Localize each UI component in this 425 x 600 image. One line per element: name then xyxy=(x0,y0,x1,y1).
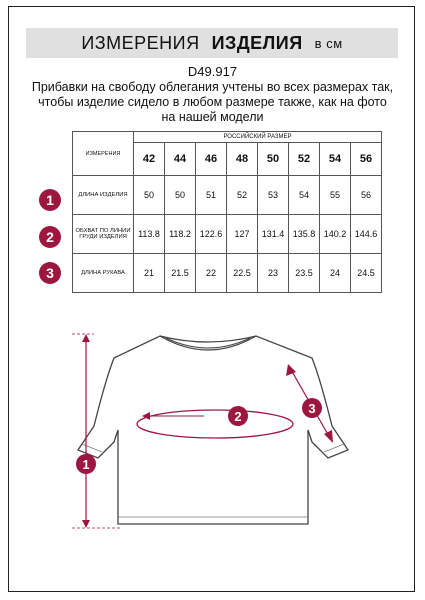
table-cell: 56 xyxy=(351,176,382,215)
header-word-units: в см xyxy=(314,35,343,51)
table-cell: 50 xyxy=(165,176,196,215)
size-header: 52 xyxy=(289,143,320,176)
table-cell: 55 xyxy=(320,176,351,215)
table-cell: 52 xyxy=(227,176,258,215)
table-cell: 50 xyxy=(134,176,165,215)
tshirt-outline xyxy=(78,336,348,524)
table-cell: 24 xyxy=(320,254,351,293)
table-cell: 24.5 xyxy=(351,254,382,293)
table-row xyxy=(73,254,382,293)
row-number-badge: 3 xyxy=(39,262,61,284)
table-corner-label: ИЗМЕРЕНИЯ xyxy=(73,132,134,176)
fit-note: Прибавки на свободу облегания учтены во всех размерах так, чтобы изделие сидело в любом размере также, как на фото на нашей модели xyxy=(31,80,394,124)
size-header: 48 xyxy=(227,143,258,176)
tshirt-diagram xyxy=(20,318,400,548)
marker-1-label: 1 xyxy=(82,457,90,472)
table-cell: 113.8 xyxy=(134,215,165,254)
size-header: 42 xyxy=(134,143,165,176)
size-table xyxy=(72,131,382,293)
table-row xyxy=(73,176,382,215)
row-label: ДЛИНА РУКАВА xyxy=(73,254,134,293)
row-label: ОБХВАТ ПО ЛИНИИ ГРУДИ ИЗДЕЛИЯ xyxy=(73,215,134,254)
marker-2-label: 2 xyxy=(234,409,242,424)
header-banner xyxy=(26,28,398,58)
header-word-product: ИЗДЕЛИЯ xyxy=(211,32,303,53)
table-cell: 140.2 xyxy=(320,215,351,254)
marker-3-label: 3 xyxy=(308,401,316,416)
table-cell: 131.4 xyxy=(258,215,289,254)
row-number-badge: 2 xyxy=(39,226,61,248)
table-cell: 53 xyxy=(258,176,289,215)
arrow-head xyxy=(82,520,90,528)
table-cell: 22 xyxy=(196,254,227,293)
table-cell: 21.5 xyxy=(165,254,196,293)
table-row xyxy=(73,215,382,254)
table-cell: 51 xyxy=(196,176,227,215)
size-header: 56 xyxy=(351,143,382,176)
size-header: 44 xyxy=(165,143,196,176)
row-label: ДЛИНА ИЗДЕЛИЯ xyxy=(73,176,134,215)
table-group-label: РОССИЙСКИЙ РАЗМЕР xyxy=(134,132,382,143)
table-cell: 122.6 xyxy=(196,215,227,254)
table-cell: 127 xyxy=(227,215,258,254)
table-cell: 54 xyxy=(289,176,320,215)
table-cell: 135.8 xyxy=(289,215,320,254)
table-cell: 23.5 xyxy=(289,254,320,293)
table-cell: 118.2 xyxy=(165,215,196,254)
header-word-measurements: ИЗМЕРЕНИЯ xyxy=(81,32,200,53)
table-cell: 23 xyxy=(258,254,289,293)
arrow-head xyxy=(82,334,90,342)
table-cell: 21 xyxy=(134,254,165,293)
product-code: D49.917 xyxy=(187,64,238,79)
table-cell: 144.6 xyxy=(351,215,382,254)
row-number-badge: 1 xyxy=(39,189,61,211)
table-cell: 22.5 xyxy=(227,254,258,293)
size-header: 46 xyxy=(196,143,227,176)
size-header: 50 xyxy=(258,143,289,176)
size-header: 54 xyxy=(320,143,351,176)
